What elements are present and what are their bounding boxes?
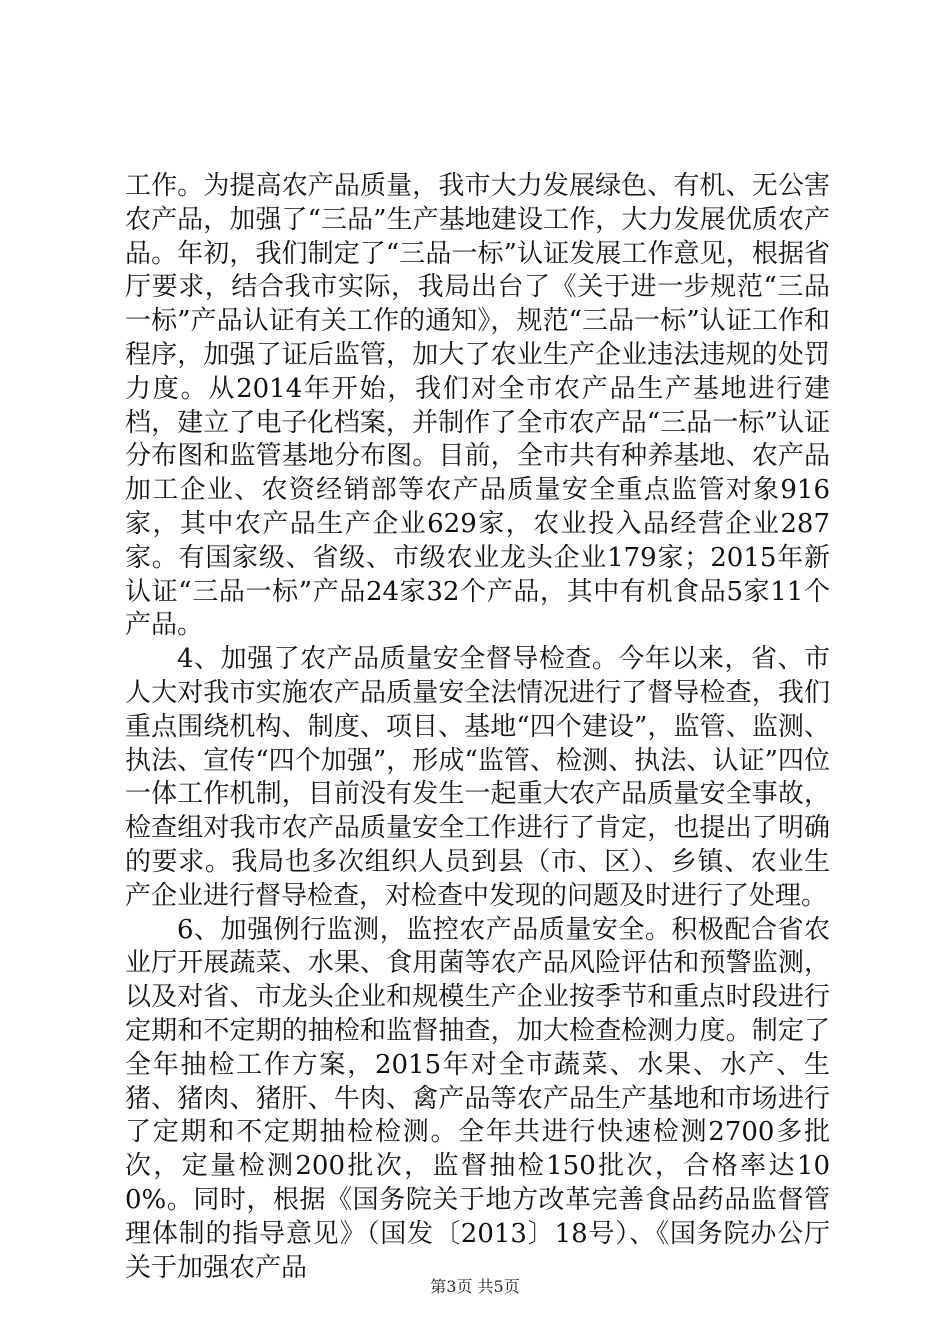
document-body [125,170,830,1285]
paragraph-item-6: 6、加强例行监测，监控农产品质量安全。积极配合省农业厅开展蔬菜、水果、食用菌等农产品风险评估和预警监测，以及对省、市龙头企业和规模生产企业按季节和重点时段进行定期和不定期的抽检和监督抽查，加大检查检测力度。制定了全年抽检工作方案，2015年对全市蔬菜、水果、水产、生猪、猪肉、猪肝、牛肉、禽产品等农产品生产基地和市场进行了定期和不定期抽检检测。全年共进行快速检测2700多批次，定量检测200批次，监督抽检150批次，合格率达100%。同时，根据《国务院关于地方改革完善食品药品监督管理体制的指导意见》（国发〔2013〕18号）、《国务院办公厅关于加强农产品 [125,914,830,1283]
paragraph-item-4: 4、加强了农产品质量安全督导检查。今年以来，省、市人大对我市实施农产品质量安全法情况进行了督导检查，我们重点围绕机构、制度、项目、基地“四个建设”，监管、监测、执法、宣传“四个加强”，形成“监管、检测、执法、认证”四位一体工作机制，目前没有发生一起重大农产品质量安全事故，检查组对我市农产品质量安全工作进行了肯定，也提出了明确的要求。我局也多次组织人员到县（市、区）、乡镇、农业生产企业进行督导检查，对检查中发现的问题及时进行了处理。 [125,644,830,911]
page-number-footer: 第3页 共5页 [430,1277,520,1296]
paragraph-continuation: 工作。为提高农产品质量，我市大力发展绿色、有机、无公害农产品，加强了“三品”生产基地建设工作，大力发展优质农产品。年初，我们制定了“三品一标”认证发展工作意见，根据省厅要求，结合我市实际，我局出台了《关于进一步规范“三品一标”产品认证有关工作的通知》，规范“三品一标”认证工作和程序，加强了证后监管，加大了农业生产企业违法违规的处罚力度。从2014年开始，我们对全市农产品生产基地进行建档，建立了电子化档案，并制作了全市农产品“三品一标”认证分布图和监管基地分布图。目前，全市共有种养基地、农产品加工企业、农资经销部等农产品质量安全重点监管对象916家，其中农产品生产企业629家，农业投入品经营企业287家。有国家级、省级、市级农业龙头企业179家；2015年新认证“三品一标”产品24家32个产品，其中有机食品5家11个产品。 [125,171,830,641]
